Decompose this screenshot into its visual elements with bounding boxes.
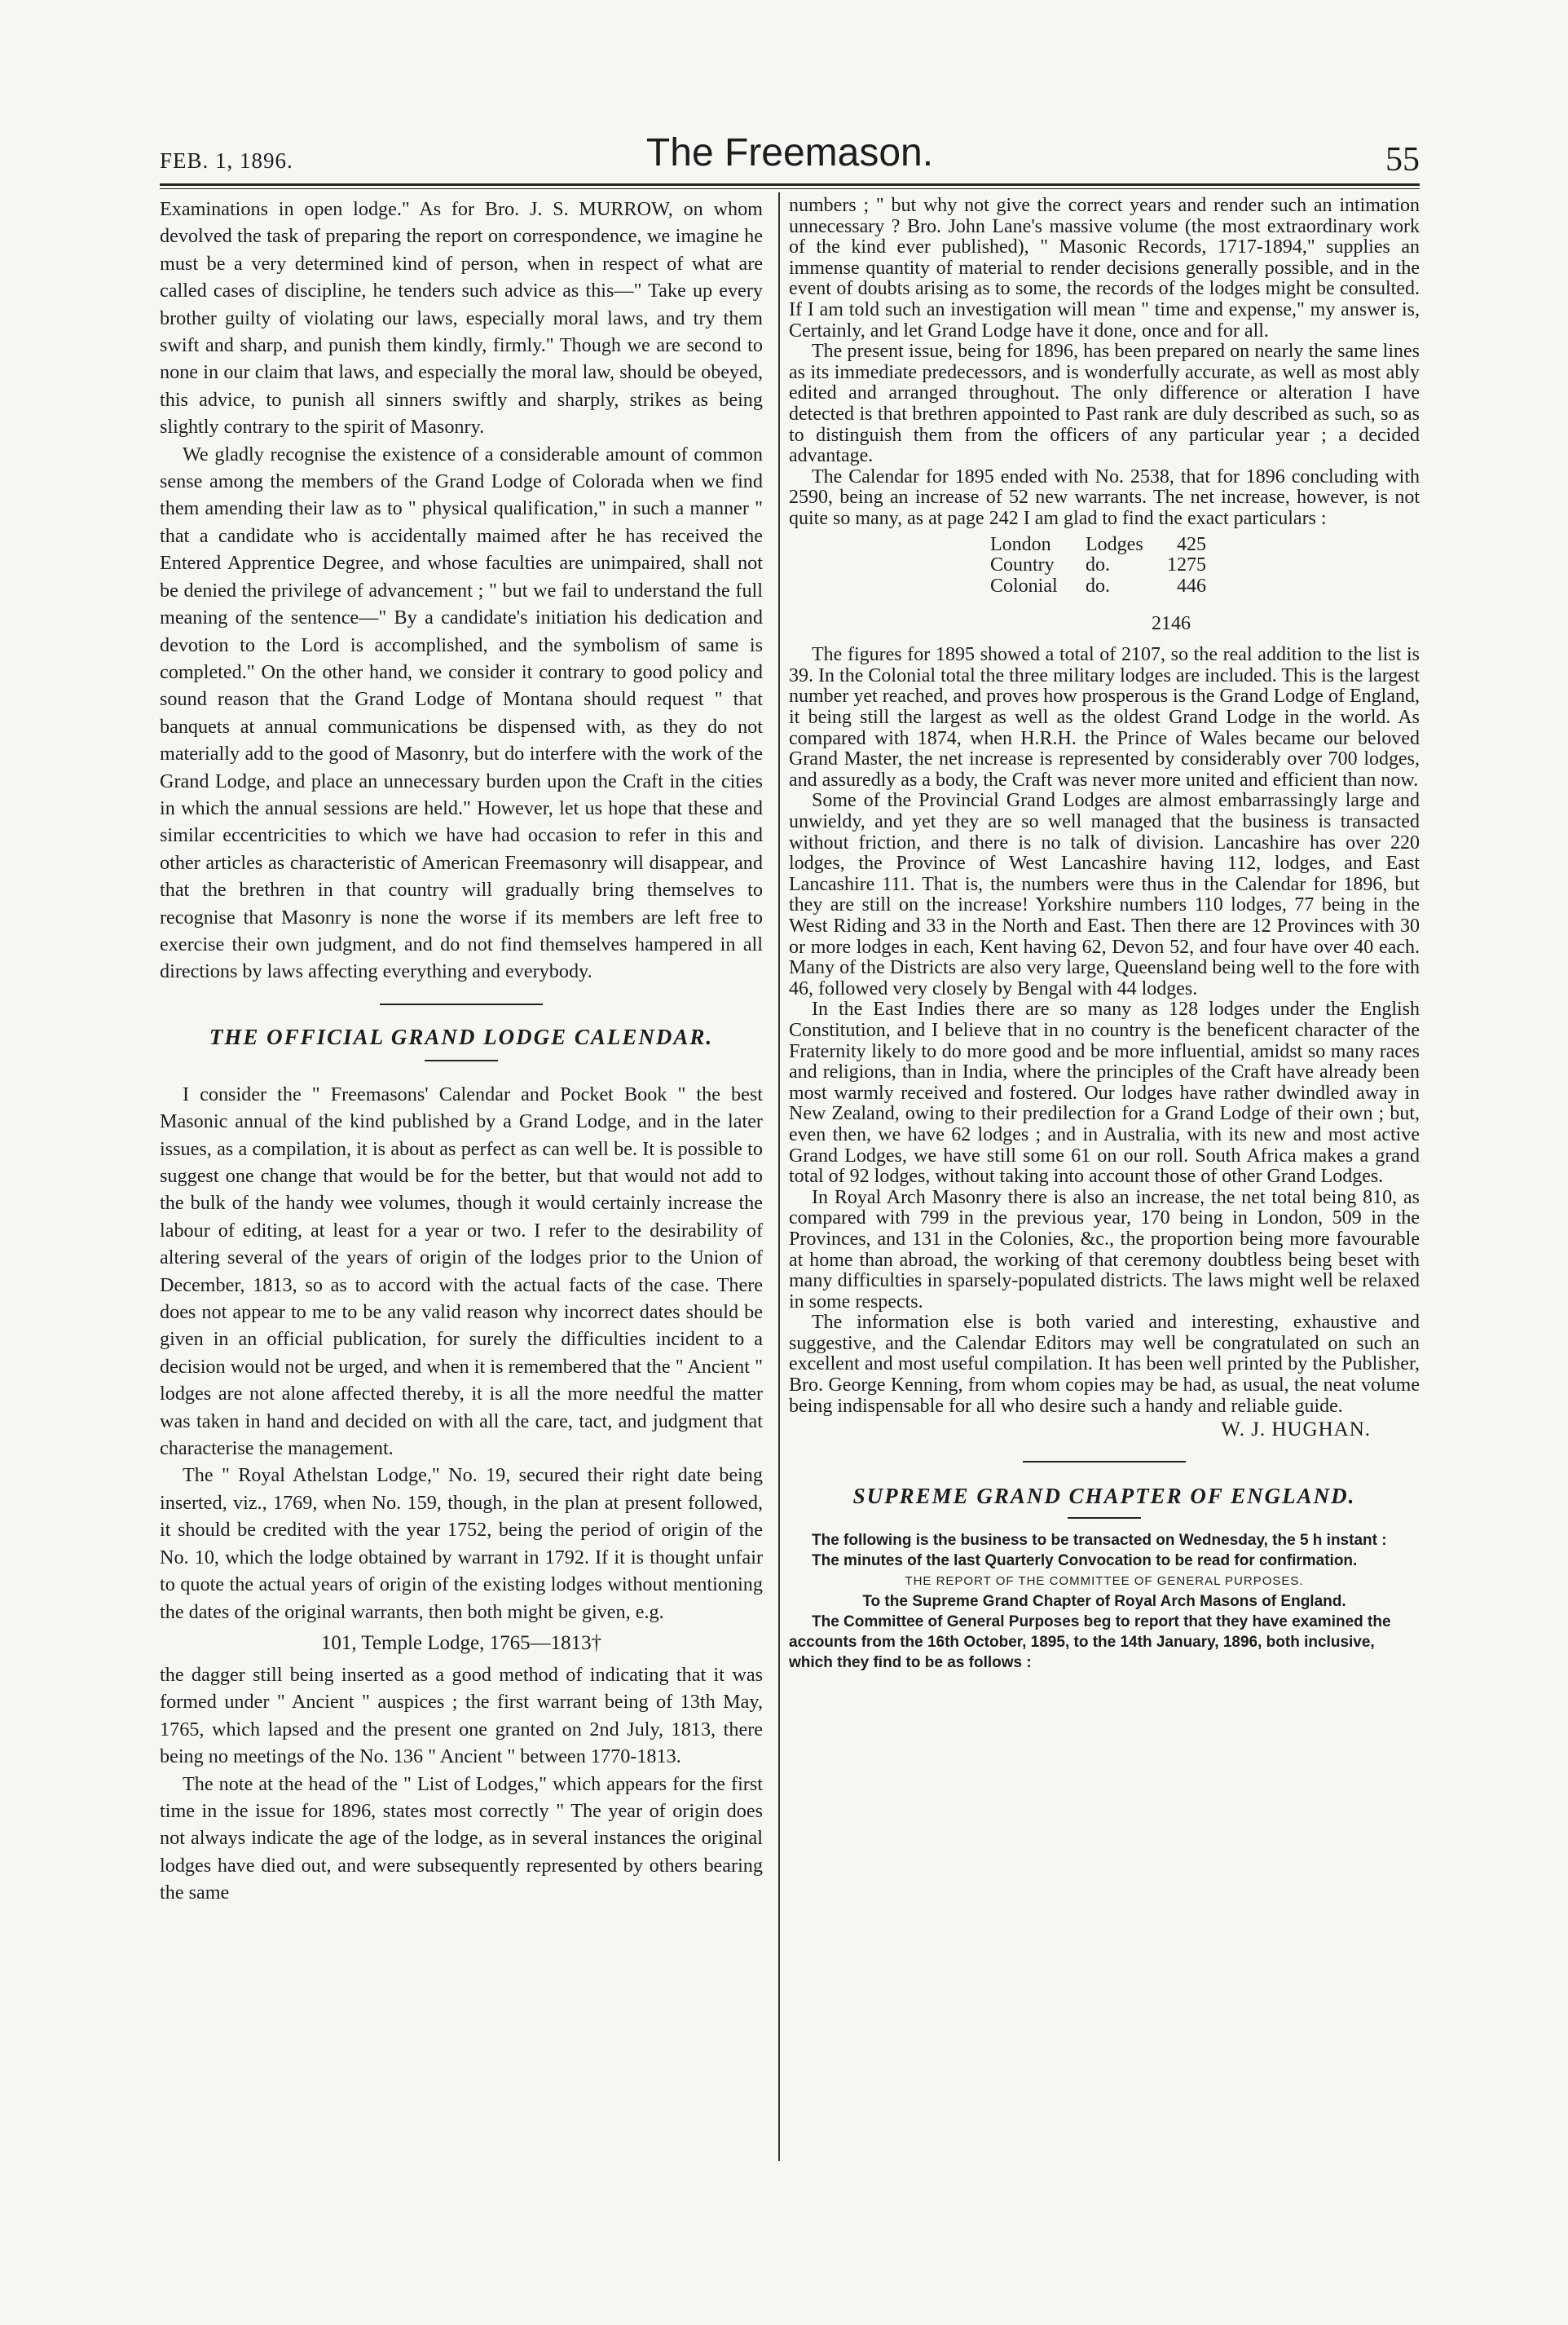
section-rule-short — [1068, 1517, 1141, 1519]
paragraph: Examinations in open lodge." As for Bro. J. S. MURROW, on whom devolved the task of preparing the report on correspondence, we imagine he must be a very determined kind of person, when in respect of what are called cases of discipline, he tenders such advice as this—" Take up every brother guilty of violating our laws, especially moral laws, and try them swift and sharp, and punish them kindly, firmly." Though we are second to none in our claim that laws, and especially the moral law, should be obeyed, this advice, to punish all sinners swiftly and sharply, strikes as being slightly contrary to the spirit of Masonry. — [160, 198, 763, 439]
paragraph: the dagger still being inserted as a good method of indicating that it was formed under " Ancient " auspices ; the first warrant being of 13th May, 1765, which lapsed and the present one granted on 2nd July, 1813, there being no meetings of the No. 136 " Ancient " between 1770-1813. — [160, 1663, 763, 1768]
paragraph: We gladly recognise the existence of a considerable amount of common sense among the members of the Grand Lodge of Colorada when we find them amending their law as to " physical qualification," in such a manner " that a candidate who is accidentally maimed after he has received the Entered Apprentice Degree, and whose faculties are unimpaired, shall not be denied the privilege of advancement ; " but we fail to understand the full meaning of the sentence—" By a candidate's initiation his dedication and devotion to the Lord is accomplished, and the symbolism of same is completed." On the other hand, we consider it contrary to good policy and sound reason that the Grand Lodge of Montana should request " that banquets at annual communications be dispensed with, as they do not materially add to the good of Masonry, but do interfere with the work of the Grand Lodge, and place an unnecessary burden upon the Craft in the cities in which the annual sessions are held." However, let us hope that these and similar eccentricities to which we have had occasion to refer in this and other articles as characteristic of American Freemasonry will disappear, and that the brethren in that country will gradually bring themselves to recognise that Masonry is none the worse if its members are left free to exercise their own judgment, and do not find themselves hampered in all directions by laws affecting everything and everybody. — [160, 443, 763, 983]
section-rule — [380, 1004, 543, 1005]
paragraph: Some of the Provincial Grand Lodges are almost embarrassingly large and unwieldy, and yet they are so well managed that the business is transacted without friction, and there is no talk of division. Lancashire has over 220 lodges, the Province of West Lancashire having 112, lodges, and East Lancashire 111. That is, the numbers were thus in the Calendar for 1896, but they are still on the increase! Yorkshire numbers 110 lodges, 77 being in the West Riding and 33 in the North and East. Then there are 12 Provinces with 30 or more lodges in each, Kent having 62, Devon 52, and four have over 40 each. Many of the Districts are also very large, Queensland being well to the fore with 46, followed very closely by Bengal with 44 lodges. — [789, 790, 1420, 999]
example-lodge-line: 101, Temple Lodge, 1765—1813† — [320, 1631, 602, 1654]
lodge-count-table — [990, 535, 1420, 598]
paragraph: The note at the head of the " List of Lodges," which appears for the first time in the issue for 1896, states most correctly " The year of origin does not always indicate the age of the lodge, as in several instances the original lodges have died out, and were subsequently represented by others bearing the same — [160, 1772, 763, 1904]
masthead-title: The Freemason. — [645, 131, 934, 174]
section-rule — [1023, 1461, 1186, 1462]
paragraph: The Committee of General Purposes beg to report that they have examined the accounts from the 16th October, 1895, to the 14th January, 1896, both inclusive, which they find to be as follows : — [789, 1613, 1391, 1672]
paragraph: The figures for 1895 showed a total of 2107, so the real addition to the list is 39. In the Colonial total the three military lodges are included. This is the largest number yet reached, and proves how prosperous is the Grand Lodge of England, it being still the largest as well as the oldest Grand Lodge in the world. As compared with 1874, when H.R.H. the Prince of Wales became our beloved Grand Master, the net increase is represented by considerably over 700 lodges, and assuredly as a body, the Craft was never more united and efficient than now. — [789, 644, 1420, 791]
section-title-chapter: SUPREME GRAND CHAPTER OF ENGLAND. — [852, 1484, 1356, 1509]
report-heading: THE REPORT OF THE COMMITTEE OF GENERAL PURPOSES. — [905, 1574, 1304, 1589]
header-rule — [160, 183, 1420, 186]
paragraph: The information else is both varied and interesting, exhaustive and suggestive, and the Calendar Editors may well be congratulated on such an excellent and most useful compilation. It has been well printed by the Publisher, Bro. George Kenning, from whom copies may be had, as usual, the neat volume being indispensable for all who desire such a handy and reliable guide. — [789, 1312, 1420, 1417]
report-address: To the Supreme Grand Chapter of Royal Arch Masons of England. — [862, 1593, 1346, 1611]
page-header — [160, 130, 1420, 179]
table-row: London Lodges 425 — [990, 533, 1206, 555]
section-title-calendar: THE OFFICIAL GRAND LODGE CALENDAR. — [209, 1024, 714, 1049]
paragraph: The minutes of the last Quarterly Convocation to be read for confirmation. — [812, 1552, 1358, 1570]
paragraph: The present issue, being for 1896, has been prepared on nearly the same lines as its immediate predecessors, and is wonderfully accurate, as well as most ably edited and arranged throughout. The only difference or alteration I have detected is that brethren appointed to Past rank are duly described as such, so as to distinguish them from the officers of any particular year ; a decided advantage. — [789, 341, 1420, 467]
column-divider — [778, 192, 780, 2161]
paragraph: The " Royal Athelstan Lodge," No. 19, secured their right date being inserted, viz., 1769, when No. 159, though, in the plan at present followed, it should be credited with the year 1752, being the period of origin of the No. 10, which the lodge obtained by warrant in 1792. If it is thought unfair to quote the actual years of origin of the existing lodges without mentioning the dates of the original warrants, then both might be given, e.g. — [160, 1464, 763, 1623]
paragraph: The Calendar for 1895 ended with No. 2538, that for 1896 concluding with 2590, being an increase of 52 new warrants. The net increase, however, is not quite so many, as at page 242 I am glad to find the exact particulars : — [789, 465, 1420, 529]
paragraph: The following is the business to be transacted on Wednesday, the 5 h instant : — [812, 1532, 1387, 1550]
section-rule-short — [425, 1060, 498, 1061]
table-row: Country do. 1275 — [990, 554, 1206, 576]
author-signature: W. J. HUGHAN. — [1221, 1418, 1371, 1441]
left-column — [160, 196, 763, 1907]
page-number: 55 — [1385, 141, 1420, 179]
table-row: Colonial do. 446 — [990, 575, 1206, 597]
paragraph: In Royal Arch Masonry there is also an increase, the net total being 810, as compared with 799 in the previous year, 170 being in London, 509 in the Provinces, and 131 in the Colonies, &c., the proportion being more favourable at home than abroad, the working of that ceremony doubtless being beset with many difficulties in sparsely-populated districts. The laws might well be relaxed in some respects. — [789, 1186, 1420, 1312]
right-column — [789, 196, 1420, 1673]
paragraph: I consider the " Freemasons' Calendar and Pocket Book " the best Masonic annual of the kind published by a Grand Lodge, and in the later issues, as a compilation, it is about as perfect as can well be. It is possible to suggest one change that would be for the better, but that would not add to the bulk of the handy wee volumes, though it would certainly increase the labour of editing, at least for a year or two. I refer to the desirability of altering several of the years of origin of the lodges prior to the Union of December, 1813, so as to accord with the actual facts of the case. There does not appear to me to be any valid reason why incorrect dates should be given in an official publication, for surely the difficulties incident to a decision would not be urged, and when it is remembered that the " Ancient " lodges are not alone affected thereby, it is all the more needful the matter was taken in hand and decided on with all the care, tact, and judgment that characterise the management. — [160, 1083, 763, 1460]
paragraph: numbers ; " but why not give the correct years and render such an intimation unnecessary ? Bro. John Lane's massive volume (the most extraordinary work of the kind ever published), " Masonic Records, 1717-1894," supplies an immense quantity of material to render decisions generally possible, and in the event of doubts arising as to some, the records of the lodges might be consulted. If I am told such an investigation will mean " time and expense," my answer is, Certainly, and let Grand Lodge have it done, once and for all. — [789, 195, 1420, 342]
header-rule-thin — [160, 188, 1420, 189]
paragraph: In the East Indies there are so many as 128 lodges under the English Constitution, and I believe that in no country is the beneficent character of the Fraternity likely to do more good and be more influential, amidst so many races and religions, than in India, where the principles of the Craft have already been most warmly received and fostered. Our lodges have rather dwindled away in New Zealand, owing to their predilection for a Grand Lodge of their own ; but, even then, we have 62 lodges ; and in Australia, with its new and most active Grand Lodges, we have still some 61 on our roll. South Africa makes a grand total of 92 lodges, without taking into account those of other Grand Lodges. — [789, 999, 1420, 1188]
table-total: 2146 — [1152, 613, 1191, 635]
issue-date: FEB. 1, 1896. — [160, 148, 293, 173]
chapter-business — [789, 1530, 1420, 1673]
